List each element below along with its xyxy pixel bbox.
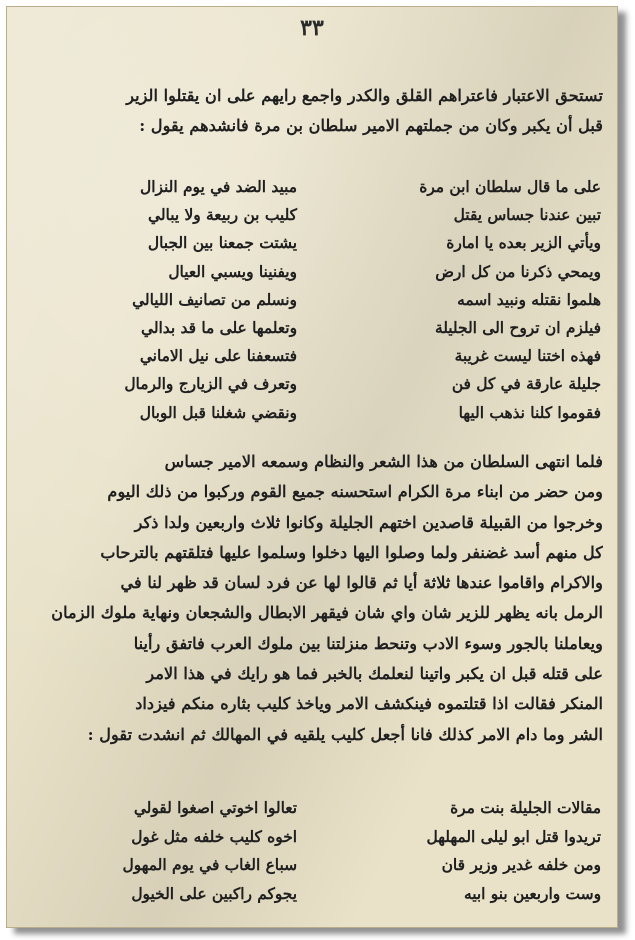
- poem-verse: [29, 851, 601, 880]
- verse-left-half: وتعرف في الزيارج والرمال: [124, 375, 297, 394]
- verse-right-half: فهذه اختنا ليست غريبة: [454, 347, 601, 366]
- verse-left-half: يشتت جمعنا بين الجبال: [147, 234, 297, 253]
- poem-verse: [29, 286, 601, 314]
- verse-right-half: مقالات الجليلة بنت مرة: [450, 799, 601, 817]
- verse-right-half: تريدوا قتل ابو ليلى المهلهل: [426, 827, 601, 846]
- text-line: فلما انتهى السلطان من هذا الشعر والنظام وسمعه الامير جساس: [164, 452, 603, 471]
- verse-left-half: يجوكم راكبين على الخيول: [131, 884, 297, 903]
- poem-verse: [29, 314, 601, 342]
- poem-verse: [29, 173, 601, 201]
- poem-1: [29, 173, 601, 427]
- verse-right-half: هلموا نقتله ونبيد اسمه: [457, 290, 601, 309]
- verse-left-half: ونقضي شغلنا قبل الوبال: [139, 403, 297, 422]
- text-line: الشر وما دام الامر كذلك فانا أجعل كليب يلقيه في المهالك ثم انشدت تقول :: [87, 724, 603, 744]
- verse-right-half: على ما قال سلطان ابن مرة: [419, 178, 601, 196]
- text-line: ومن حضر من ابناء مرة الكرام استحسنه جميع القوم وركبوا من ذلك اليوم: [107, 482, 603, 502]
- poem-verse: [29, 370, 601, 398]
- text-line: الرمل بانه يظهر للزير شان واي شان فيقهر الابطال والشجعان ونهاية ملوك الزمان: [51, 603, 603, 623]
- verse-left-half: كليب بن ربيعة ولا يبالي: [148, 206, 297, 225]
- poem-verse: [29, 794, 601, 823]
- text-line: والاكرام واقاموا عندها ثلاثة أيا ثم قالوا لها عن فرد لسان قد ظهر لنا في: [120, 573, 603, 593]
- verse-right-half: ومن خلفه غدير وزير قان: [441, 856, 601, 874]
- text-line: المنكر فقالت اذا قتلتموه فينكشف الامر وياخذ كليب بثاره منكم فيزداد: [135, 694, 603, 714]
- verse-left-half: مبيد الضد في يوم النزال: [140, 178, 297, 196]
- poem-verse: [29, 201, 601, 229]
- verse-right-half: جليلة عارقة في كل فن: [451, 375, 601, 394]
- poem-verse: [29, 399, 601, 427]
- text-line: على قتله قبل ان يكبر واتينا لنعلمك بالخبر فما هو رايك في هذا الامر: [146, 664, 603, 684]
- intro-paragraph: [21, 81, 603, 142]
- poem-verse: [29, 258, 601, 286]
- page-number: ٣٣: [300, 15, 324, 41]
- verse-left-half: ويفنينا ويسبي العيال: [168, 262, 297, 281]
- text-line: ويعاملنا بالجور وسوء الادب وتنحط منزلتنا بين ملوك العرب فاتفق رأينا: [133, 633, 603, 653]
- text-line: قبل أن يكبر وكان من جملتهم الامير سلطان بن مرة فانشدهم يقول :: [139, 116, 603, 136]
- poem-verse: [29, 229, 601, 257]
- poem-verse: [29, 880, 601, 909]
- scanned-page: [6, 6, 618, 928]
- poem-verse: [29, 342, 601, 370]
- verse-left-half: تعالوا اخوتي اصغوا لقولي: [133, 799, 297, 817]
- verse-right-half: تبين عندنا جساس يقتل: [453, 206, 601, 225]
- text-line: كل منهم أسد غضنفر ولما وصلوا اليها دخلوا وسلموا عليها فتلقتهم بالترحاب: [100, 542, 603, 562]
- verse-right-half: فقوموا كلنا نذهب اليها: [458, 403, 601, 422]
- poem-2: [29, 794, 601, 908]
- verse-left-half: ونسلم من تصانيف الليالي: [132, 290, 297, 309]
- verse-right-half: وست واربعين بنو ابيه: [463, 884, 601, 903]
- text-line: تستحق الاعتبار فاعتراهم القلق والكدر واجمع رايهم على ان يقتلوا الزير: [126, 86, 603, 105]
- verse-right-half: فيلزم ان تروح الى الجليلة: [434, 319, 601, 338]
- verse-left-half: فتسعفنا على نيل الاماني: [139, 347, 297, 366]
- verse-right-half: ويأتي الزير بعده يا امارة: [446, 234, 601, 253]
- poem-verse: [29, 823, 601, 852]
- verse-left-half: وتعلمها على ما قد بدالي: [141, 319, 297, 338]
- body-paragraph: [21, 447, 603, 750]
- text-line: وخرجوا من القبيلة قاصدين اختهم الجليلة وكانوا ثلاث واربعين ولدا ذكر: [134, 512, 603, 532]
- verse-left-half: سباع الغاب في يوم المهول: [122, 856, 297, 874]
- verse-right-half: ويمحي ذكرنا من كل ارض: [435, 262, 601, 281]
- verse-left-half: اخوه كليب خلفه مثل غول: [131, 827, 297, 846]
